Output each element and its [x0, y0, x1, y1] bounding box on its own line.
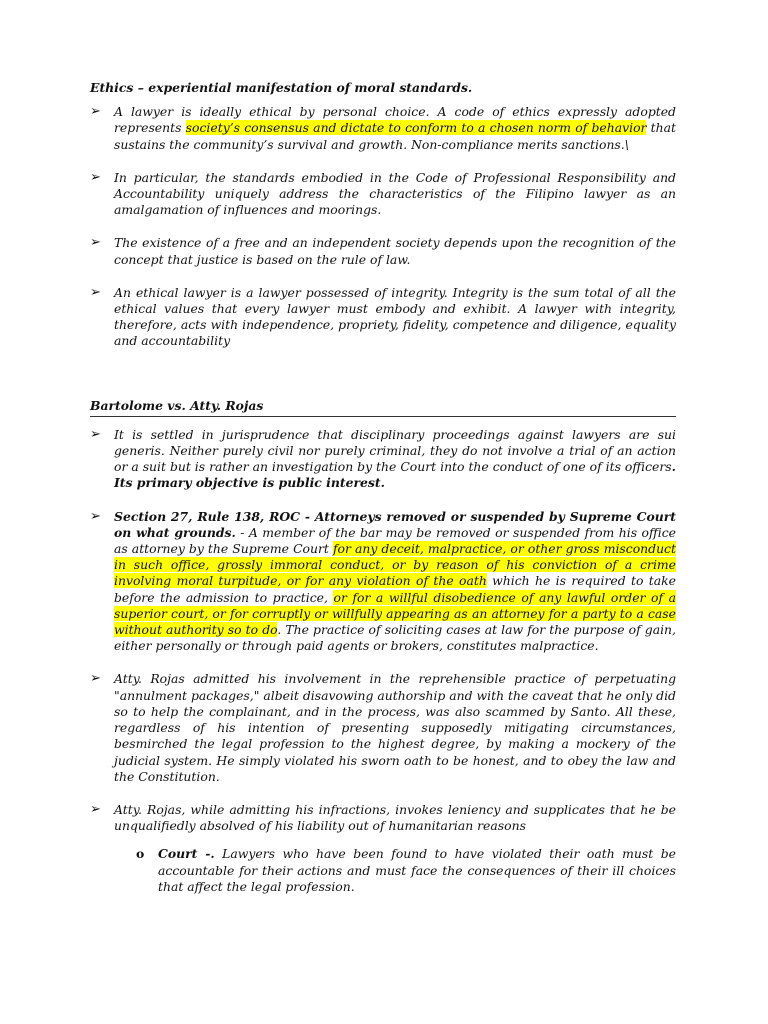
bullet-text: that sustains the community’s survival and growth. Non-compliance merits sanctions.\: [114, 120, 676, 152]
arrow-bullet-icon: ➢: [90, 508, 101, 524]
bullet-text: which he is required to take before the admission to practice,: [114, 573, 676, 605]
section-ethics: [90, 80, 676, 350]
bullet-text: It is settled in jurisprudence that disciplinary proceedings against lawyers are sui generis. Neither purely civil nor purely criminal, they do not involve a trial of an action or a suit but is rather an investigation by the Court into the conduct of one of its officers: [114, 426, 676, 475]
arrow-bullet-icon: ➢: [90, 235, 101, 251]
highlighted-text: or for a willful disobedience of any lawful order of a superior court, or for corruptly or willfully appearing as an attorney for a party to a case without authority so to do: [114, 589, 676, 638]
bullet-text: The existence of a free and an independent society depends upon the recognition of the concept that justice is based on the rule of law.: [114, 235, 676, 267]
section-bartolome: [90, 398, 676, 895]
arrow-bullet-icon: ➢: [90, 284, 101, 300]
highlighted-text: for any deceit, malpractice, or other gross misconduct in such office, grossly immoral conduct, or by reason of his conviction of a crime involving moral turpitude, or for any violation of the oath: [114, 541, 676, 589]
bullet-text: Atty. Rojas admitted his involvement in the reprehensible practice of perpetuating "annulment packages," albeit disavowing authorship and with the caveat that he only did so to help the complainant, and in the process, was also scammed by Santo. All these, regardless of his intention of presenting supposedly mitigating circumstances, besmirched the legal profession to the highest degree, by making a mockery of the judicial system. He simply violated his sworn oath to be honest, and to obey the law and the Constitution.: [114, 671, 676, 784]
arrow-bullet-icon: ➢: [90, 104, 101, 120]
bullet-item: [90, 170, 676, 219]
section-heading: Ethics – experiential manifestation of moral standards.: [90, 80, 473, 95]
arrow-bullet-icon: ➢: [90, 426, 101, 442]
bullet-item: [90, 104, 676, 153]
bullet-text: Lawyers who have been found to have violated their oath must be accountable for their actions and must face the consequences of their ill choices that affect the legal profession.: [158, 846, 676, 894]
bullet-item: [90, 285, 676, 350]
arrow-bullet-icon: ➢: [90, 671, 101, 687]
bullet-text: In particular, the standards embodied in the Code of Professional Responsibility and Accountability uniquely address the characteristics of the Filipino lawyer as an amalgamation of influences and moorings.: [114, 169, 676, 218]
bullet-text: . The practice of soliciting cases at law for the purpose of gain, either personally or through paid agents or brokers, constitutes malpractice.: [114, 622, 676, 654]
bullet-text: Atty. Rojas, while admitting his infractions, invokes leniency and supplicates that he be unqualifiedly absolved of his liability out of humanitarian reasons: [114, 801, 676, 834]
highlighted-text: society’s consensus and dictate to conform to a chosen norm of behavior: [185, 120, 647, 136]
bullet-item: [90, 235, 676, 267]
arrow-bullet-icon: ➢: [90, 801, 101, 817]
bullet-text: A lawyer is ideally ethical by personal choice. A code of ethics expressly adopted represents: [114, 104, 676, 136]
bullet-text: - A member of the bar may be removed or suspended from his office as attorney by the Supreme Court: [114, 524, 676, 557]
bullet-item: [90, 427, 676, 492]
circle-bullet-icon: o: [136, 846, 145, 862]
bullet-item: [90, 802, 676, 834]
bullet-text: An ethical lawyer is a lawyer possessed of integrity. Integrity is the sum total of all the ethical values that every lawyer must embody and exhibit. A lawyer with integrity, therefore, acts with independence, propriety, fidelity, competence and diligence, equality and accountability: [114, 284, 676, 349]
bold-text: Section 27, Rule 138, ROC - Attorneys removed or suspended by Supreme Court on what grounds.: [114, 508, 676, 540]
bold-text: . Its primary objective is public interest.: [114, 459, 676, 491]
bullet-item: [90, 671, 676, 784]
bullet-item: [90, 509, 676, 655]
sub-bullet-item: [90, 846, 676, 895]
section-heading: Bartolome vs. Atty. Rojas: [90, 398, 676, 417]
bold-text: Court -.: [158, 846, 215, 862]
arrow-bullet-icon: ➢: [90, 169, 101, 185]
